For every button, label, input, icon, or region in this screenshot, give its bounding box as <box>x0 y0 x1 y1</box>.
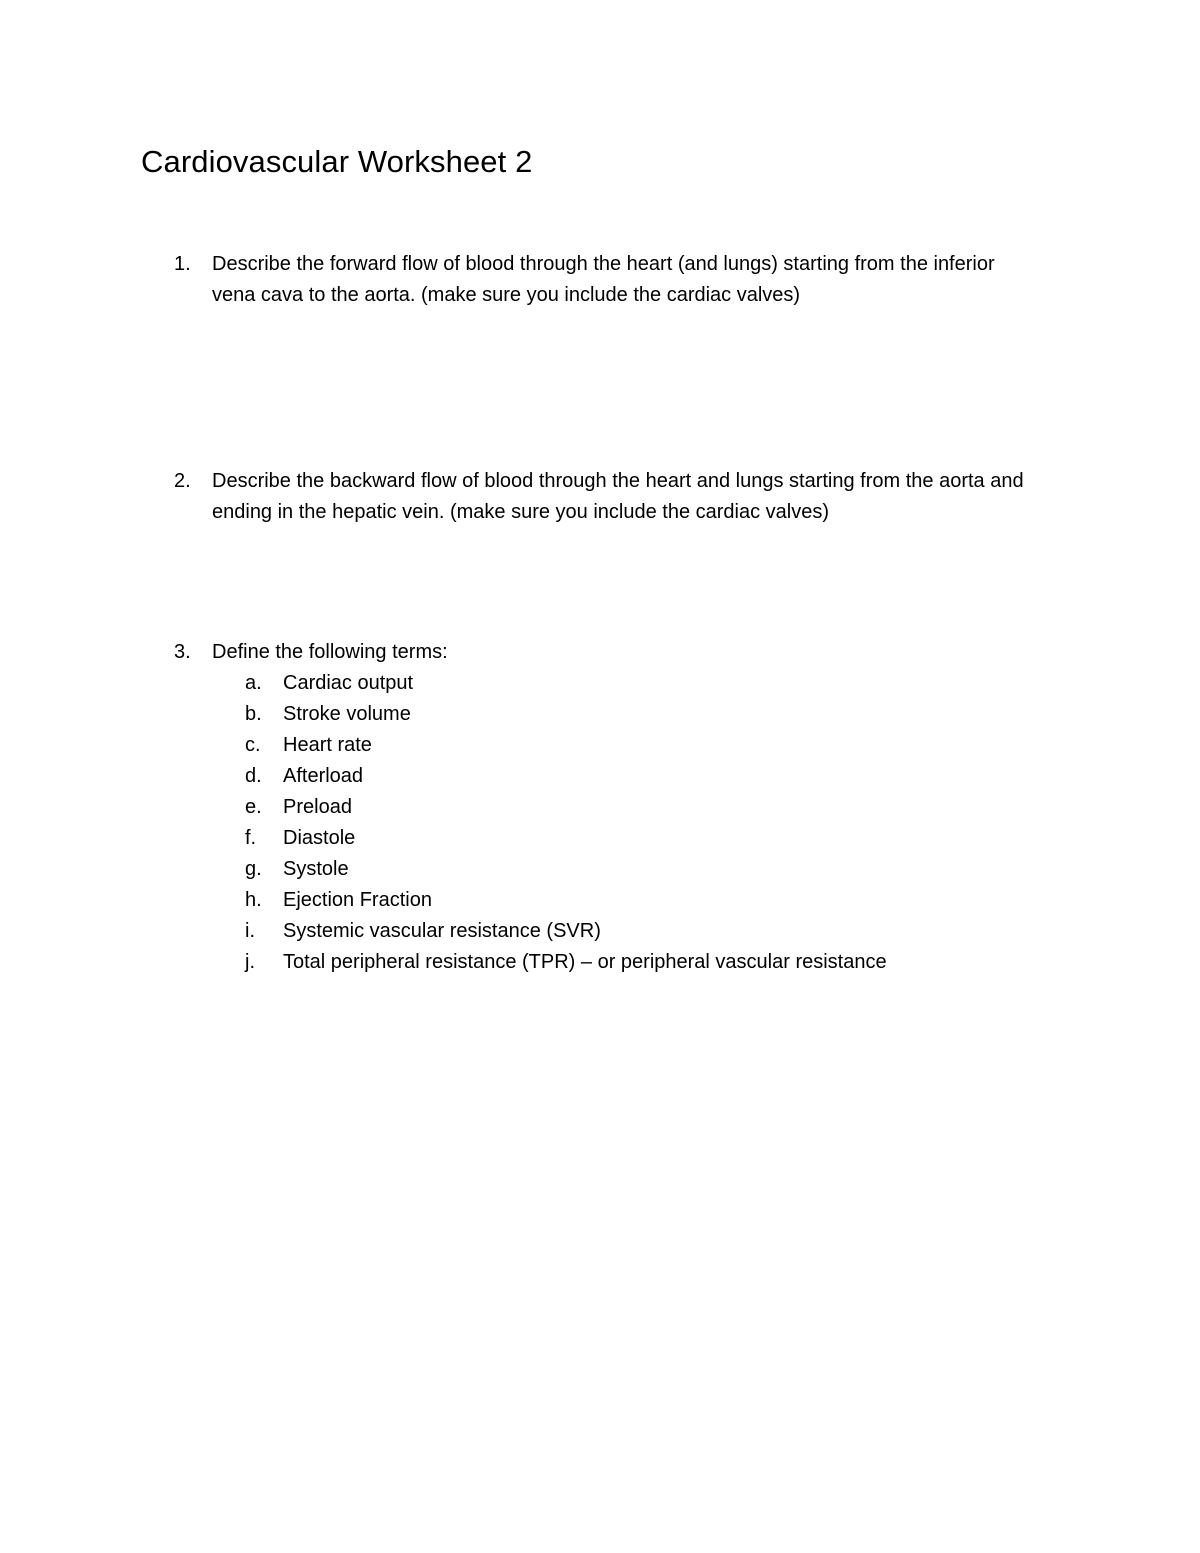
question-number: 3. <box>174 641 191 663</box>
term-item <box>245 699 1074 730</box>
question-number: 2. <box>174 470 191 492</box>
term-item <box>245 730 1074 761</box>
term-item <box>245 885 1074 916</box>
term-letter: j. <box>245 951 255 973</box>
term-letter: a. <box>245 672 262 694</box>
term-label: Diastole <box>283 827 356 849</box>
term-item <box>245 947 1074 978</box>
term-letter: e. <box>245 796 262 818</box>
term-letter: h. <box>245 889 262 911</box>
terms-list <box>245 668 1074 978</box>
term-letter: i. <box>245 920 255 942</box>
term-letter: g. <box>245 858 262 880</box>
term-label: Preload <box>283 796 352 818</box>
question-text: Describe the backward flow of blood through the heart and lungs starting from the aorta and ending in the hepatic vein. (make sure you include the cardiac valves) <box>212 470 1024 523</box>
term-label: Afterload <box>283 765 364 787</box>
term-item <box>245 916 1074 947</box>
question-1 <box>174 249 1074 311</box>
question-3 <box>174 637 1074 978</box>
term-letter: b. <box>245 703 262 725</box>
term-item <box>245 761 1074 792</box>
term-label: Total peripheral resistance (TPR) – or peripheral vascular resistance <box>283 951 887 973</box>
term-letter: c. <box>245 734 261 756</box>
term-item <box>245 854 1074 885</box>
question-text: Describe the forward flow of blood through the heart (and lungs) starting from the inferior vena cava to the aorta. (make sure you include the cardiac valves) <box>212 253 995 306</box>
term-letter: d. <box>245 765 262 787</box>
term-label: Systemic vascular resistance (SVR) <box>283 920 601 942</box>
term-label: Stroke volume <box>283 703 411 725</box>
term-item <box>245 823 1074 854</box>
page-title: Cardiovascular Worksheet 2 <box>141 144 533 179</box>
term-item <box>245 792 1074 823</box>
question-text: Define the following terms: <box>212 641 448 663</box>
term-label: Systole <box>283 858 349 880</box>
term-item <box>245 668 1074 699</box>
question-number: 1. <box>174 253 191 275</box>
term-label: Heart rate <box>283 734 372 756</box>
term-label: Cardiac output <box>283 672 414 694</box>
term-letter: f. <box>245 827 257 849</box>
question-2 <box>174 466 1074 528</box>
term-label: Ejection Fraction <box>283 889 432 911</box>
